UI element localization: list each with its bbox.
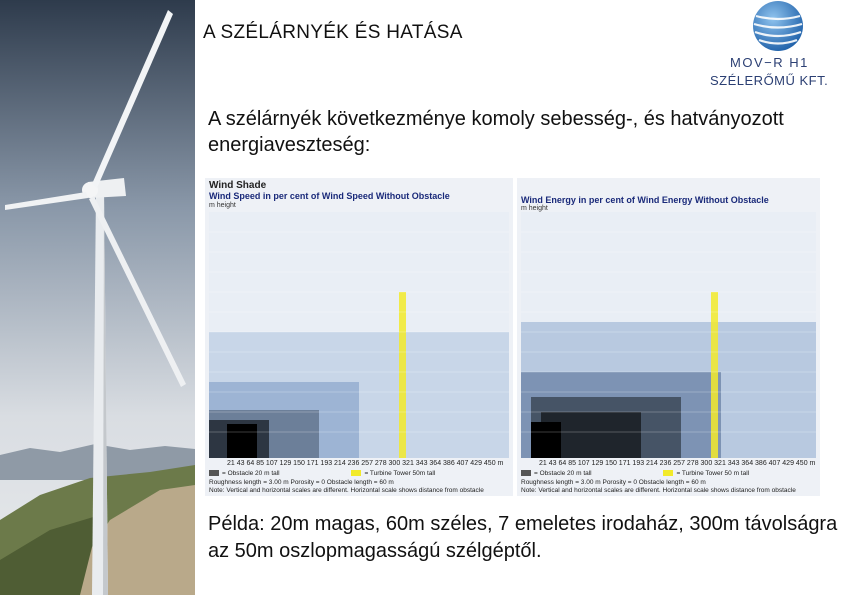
x-axis-ticks: 21 43 64 85 107 129 150 171 193 214 236 257 278 300 321 343 364 386 407 429 450 m [227, 460, 504, 467]
legend-row [209, 470, 435, 477]
scale-note: Note: Vertical and horizontal scales are different. Horizontal scale shows distance from obstacle [521, 487, 796, 494]
turbine-swatch [351, 470, 361, 476]
obstacle-swatch [521, 470, 531, 476]
legend-row [521, 470, 749, 477]
wind-energy-heatmap [521, 212, 816, 458]
legend-turbine: = Turbine Tower 50 m tall [676, 470, 750, 477]
company-logo [710, 0, 842, 92]
globe-icon [749, 0, 807, 52]
x-axis-ticks: 21 43 64 85 107 129 150 171 193 214 236 257 278 300 321 343 364 386 407 429 450 m [539, 460, 816, 467]
turbine-swatch [663, 470, 673, 476]
slide-title: A SZÉLÁRNYÉK ÉS HATÁSA [203, 22, 463, 43]
y-axis-label: m height [209, 202, 236, 209]
wind-speed-table-panel [205, 178, 513, 496]
wind-shade-header: Wind Shade [209, 180, 267, 191]
scale-note: Note: Vertical and horizontal scales are different. Horizontal scale shows distance from obstacle [209, 487, 484, 494]
wind-speed-table-title: Wind Speed in per cent of Wind Speed Without Obstacle [209, 191, 450, 201]
wind-energy-table-panel [517, 178, 820, 496]
wind-speed-heatmap [209, 212, 509, 458]
wind-turbine-photo [0, 0, 195, 595]
logo-subtitle: SZÉLERŐMŰ KFT. [710, 73, 829, 88]
wind-energy-table-title: Wind Energy in per cent of Wind Energy Without Obstacle [521, 195, 769, 205]
roughness-note: Roughness length = 3.00 m Porosity = 0 Obstacle length = 60 m [209, 479, 394, 486]
slide-subtitle: A szélárnyék következménye komoly sebesség-, és hatványozott energiaveszteség: [208, 108, 784, 156]
logo-name: MOV−R H1 [730, 55, 809, 70]
legend-obstacle: = Obstacle 20 m tall [222, 470, 280, 477]
legend-turbine: = Turbine Tower 50m tall [364, 470, 436, 477]
example-text: Példa: 20m magas, 60m széles, 7 emeletes irodaház, 300m távolságra az 50m oszlopmagasságú szélgéptől. [208, 513, 838, 562]
roughness-note: Roughness length = 3.00 m Porosity = 0 Obstacle length = 60 m [521, 479, 706, 486]
y-axis-label: m height [521, 205, 548, 212]
obstacle-swatch [209, 470, 219, 476]
legend-obstacle: = Obstacle 20 m tall [534, 470, 592, 477]
